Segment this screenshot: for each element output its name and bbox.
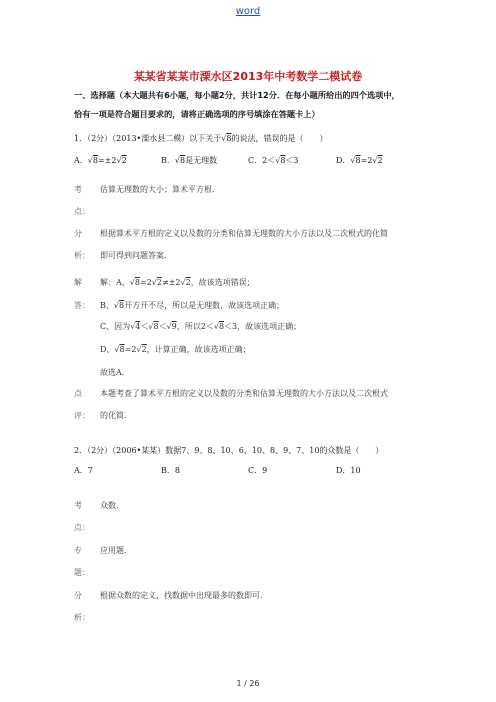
q1-option-a: A．√8=±2√2 [74,156,127,165]
jieda-c-mid: ＜ [140,322,149,331]
q2-fenxi-label-2: 析： [74,613,90,622]
jieda-c-tail-rad: 8 [218,322,225,331]
q1-fenxi-text-2: 即可得到问题答案． [100,251,172,260]
q1-dianping-text-2: 的化简． [100,411,132,420]
jieda-b-pre: B、 [100,301,114,310]
jieda-b-mid: 开方开不尽，所以是无理数，故该选项正确； [124,301,285,310]
q1-kaodian-text: 估算无理数的大小；算术平方根． [100,185,220,194]
q1-option-b-rad1: 8 [180,156,186,165]
jieda-c-end: ，所以2＜ [176,322,214,331]
section-line-1: 一、选择题（本大题共有6小题，每小题2分，共计12分．在每小题所给出的四个选项中， [74,90,400,100]
q2-option-b: B．8 [161,466,180,475]
q1-option-a-pre: A． [74,156,88,165]
jieda-a-pre: 解：A、 [100,278,130,287]
q1-conclusion: 故选A． [100,368,130,377]
q1-jieda-label-1: 解 [74,278,82,287]
q1-jieda-line-c: C、因为√4＜√8＜√9，所以2＜√8＜3，故该选项正确； [100,322,302,331]
q1-fenxi-label-1: 分 [74,229,82,238]
jieda-c-rad2: 8 [153,322,159,331]
jieda-c-rad1: 4 [135,322,141,331]
q1-option-c-pre: C．2＜ [248,156,276,165]
q1-kaodian-label-2: 点： [74,207,90,216]
q1-option-b-mid: 是无理数 [185,156,218,165]
jieda-a-rad3: 2 [185,278,191,287]
q1-stem-radicand: 8 [226,134,232,143]
q2-fenxi-label-1: 分 [74,591,82,600]
q1-jieda-line-d: D、√8=2√2，计算正确，故该选项正确； [100,345,251,354]
jieda-d-pre: D、 [100,345,115,354]
jieda-a-end: ，故该选项错误； [190,278,255,287]
q1-option-b: B．√8是无理数 [161,156,218,165]
word-link[interactable]: word [235,6,261,17]
jieda-c-pre: C、因为 [100,322,131,331]
q2-zhuanti-label-1: 专 [74,546,82,555]
q1-jieda-label-2: 答： [74,301,90,310]
q1-option-d-mid: =2 [360,156,373,165]
jieda-c-post: ＜ [158,322,167,331]
q1-option-d-rad1: 8 [355,156,361,165]
jieda-d-rad1: 8 [119,345,125,354]
q1-option-c: C．2＜√8＜3 [248,156,299,165]
jieda-d-rad2: 2 [141,345,147,354]
page-title: 某某省某某市溧水区2013年中考数学二模试卷 [133,70,363,83]
section-heading [74,86,474,124]
q2-kaodian-label-1: 考 [74,501,82,510]
q1-option-a-rad1: 8 [92,156,98,165]
page-number: 1 / 26 [236,679,260,688]
q2-option-a: A．7 [74,466,93,475]
q2-kaodian-text: 众数． [100,501,124,510]
jieda-a-post: ≠±2 [161,278,181,287]
jieda-a-rad1: 8 [134,278,140,287]
q2-zhuanti-text: 应用题． [100,546,132,555]
q2-kaodian-label-2: 点： [74,523,90,532]
q1-option-a-mid: =±2 [97,156,117,165]
q1-option-d-pre: D． [336,156,351,165]
q2-zhuanti-label-2: 题： [74,568,90,577]
q1-stem-pre: 1．（2分）（2013•溧水县二模）以下关于 [74,134,222,143]
jieda-c-tail: ＜3，故该选项正确； [224,322,302,331]
q1-jieda-line-b: B、√8开方开不尽，所以是无理数，故该选项正确； [100,301,285,310]
jieda-d-mid: =2 [124,345,137,354]
q1-fenxi-text-1: 根据算术平方根的定义以及数的分类和估算无理数的大小方法以及二次根式的化简 [100,229,388,238]
q1-option-c-mid: ＜3 [285,156,299,165]
jieda-c-rad3: 9 [171,322,177,331]
q1-jieda-line-a: 解：A、√8=2√2≠±2√2，故该选项错误； [100,278,255,287]
jieda-a-mid: =2 [139,278,152,287]
q1-stem: 1．（2分）（2013•溧水县二模）以下关于√8的说法，错误的是（ ） [74,134,328,143]
q1-dianping-label-1: 点 [74,389,82,398]
q2-option-c: C．9 [248,466,268,475]
q1-dianping-label-2: 评： [74,411,90,420]
jieda-d-post: ，计算正确，故该选项正确； [146,345,251,354]
q2-fenxi-text: 根据众数的定义，找数据中出现最多的数即可． [100,591,268,600]
jieda-b-rad1: 8 [119,301,125,310]
q2-stem: 2．（2分）（2006•某某）数据7、9、8、10、6、10、8、9、7、10的众数是（ ） [74,446,384,455]
q1-kaodian-label-1: 考 [74,185,82,194]
q1-dianping-text-1: 本题考查了算术平方根的定义以及数的分类和估算无理数的大小方法以及二次根式 [100,389,388,398]
jieda-a-rad2: 2 [156,278,162,287]
q2-option-d: D．10 [336,466,361,475]
q1-option-c-rad1: 8 [280,156,286,165]
q1-stem-post: 的说法，错误的是（ ） [231,134,328,143]
section-line-2: 恰有一项是符合题目要求的，请将正确选项的序号填涂在答题卡上） [74,109,320,119]
q1-option-d: D．√8=2√2 [336,156,383,165]
q1-option-d-rad2: 2 [377,156,383,165]
q1-option-a-rad2: 2 [121,156,127,165]
q1-option-b-pre: B． [161,156,175,165]
q1-fenxi-label-2: 析： [74,251,90,260]
